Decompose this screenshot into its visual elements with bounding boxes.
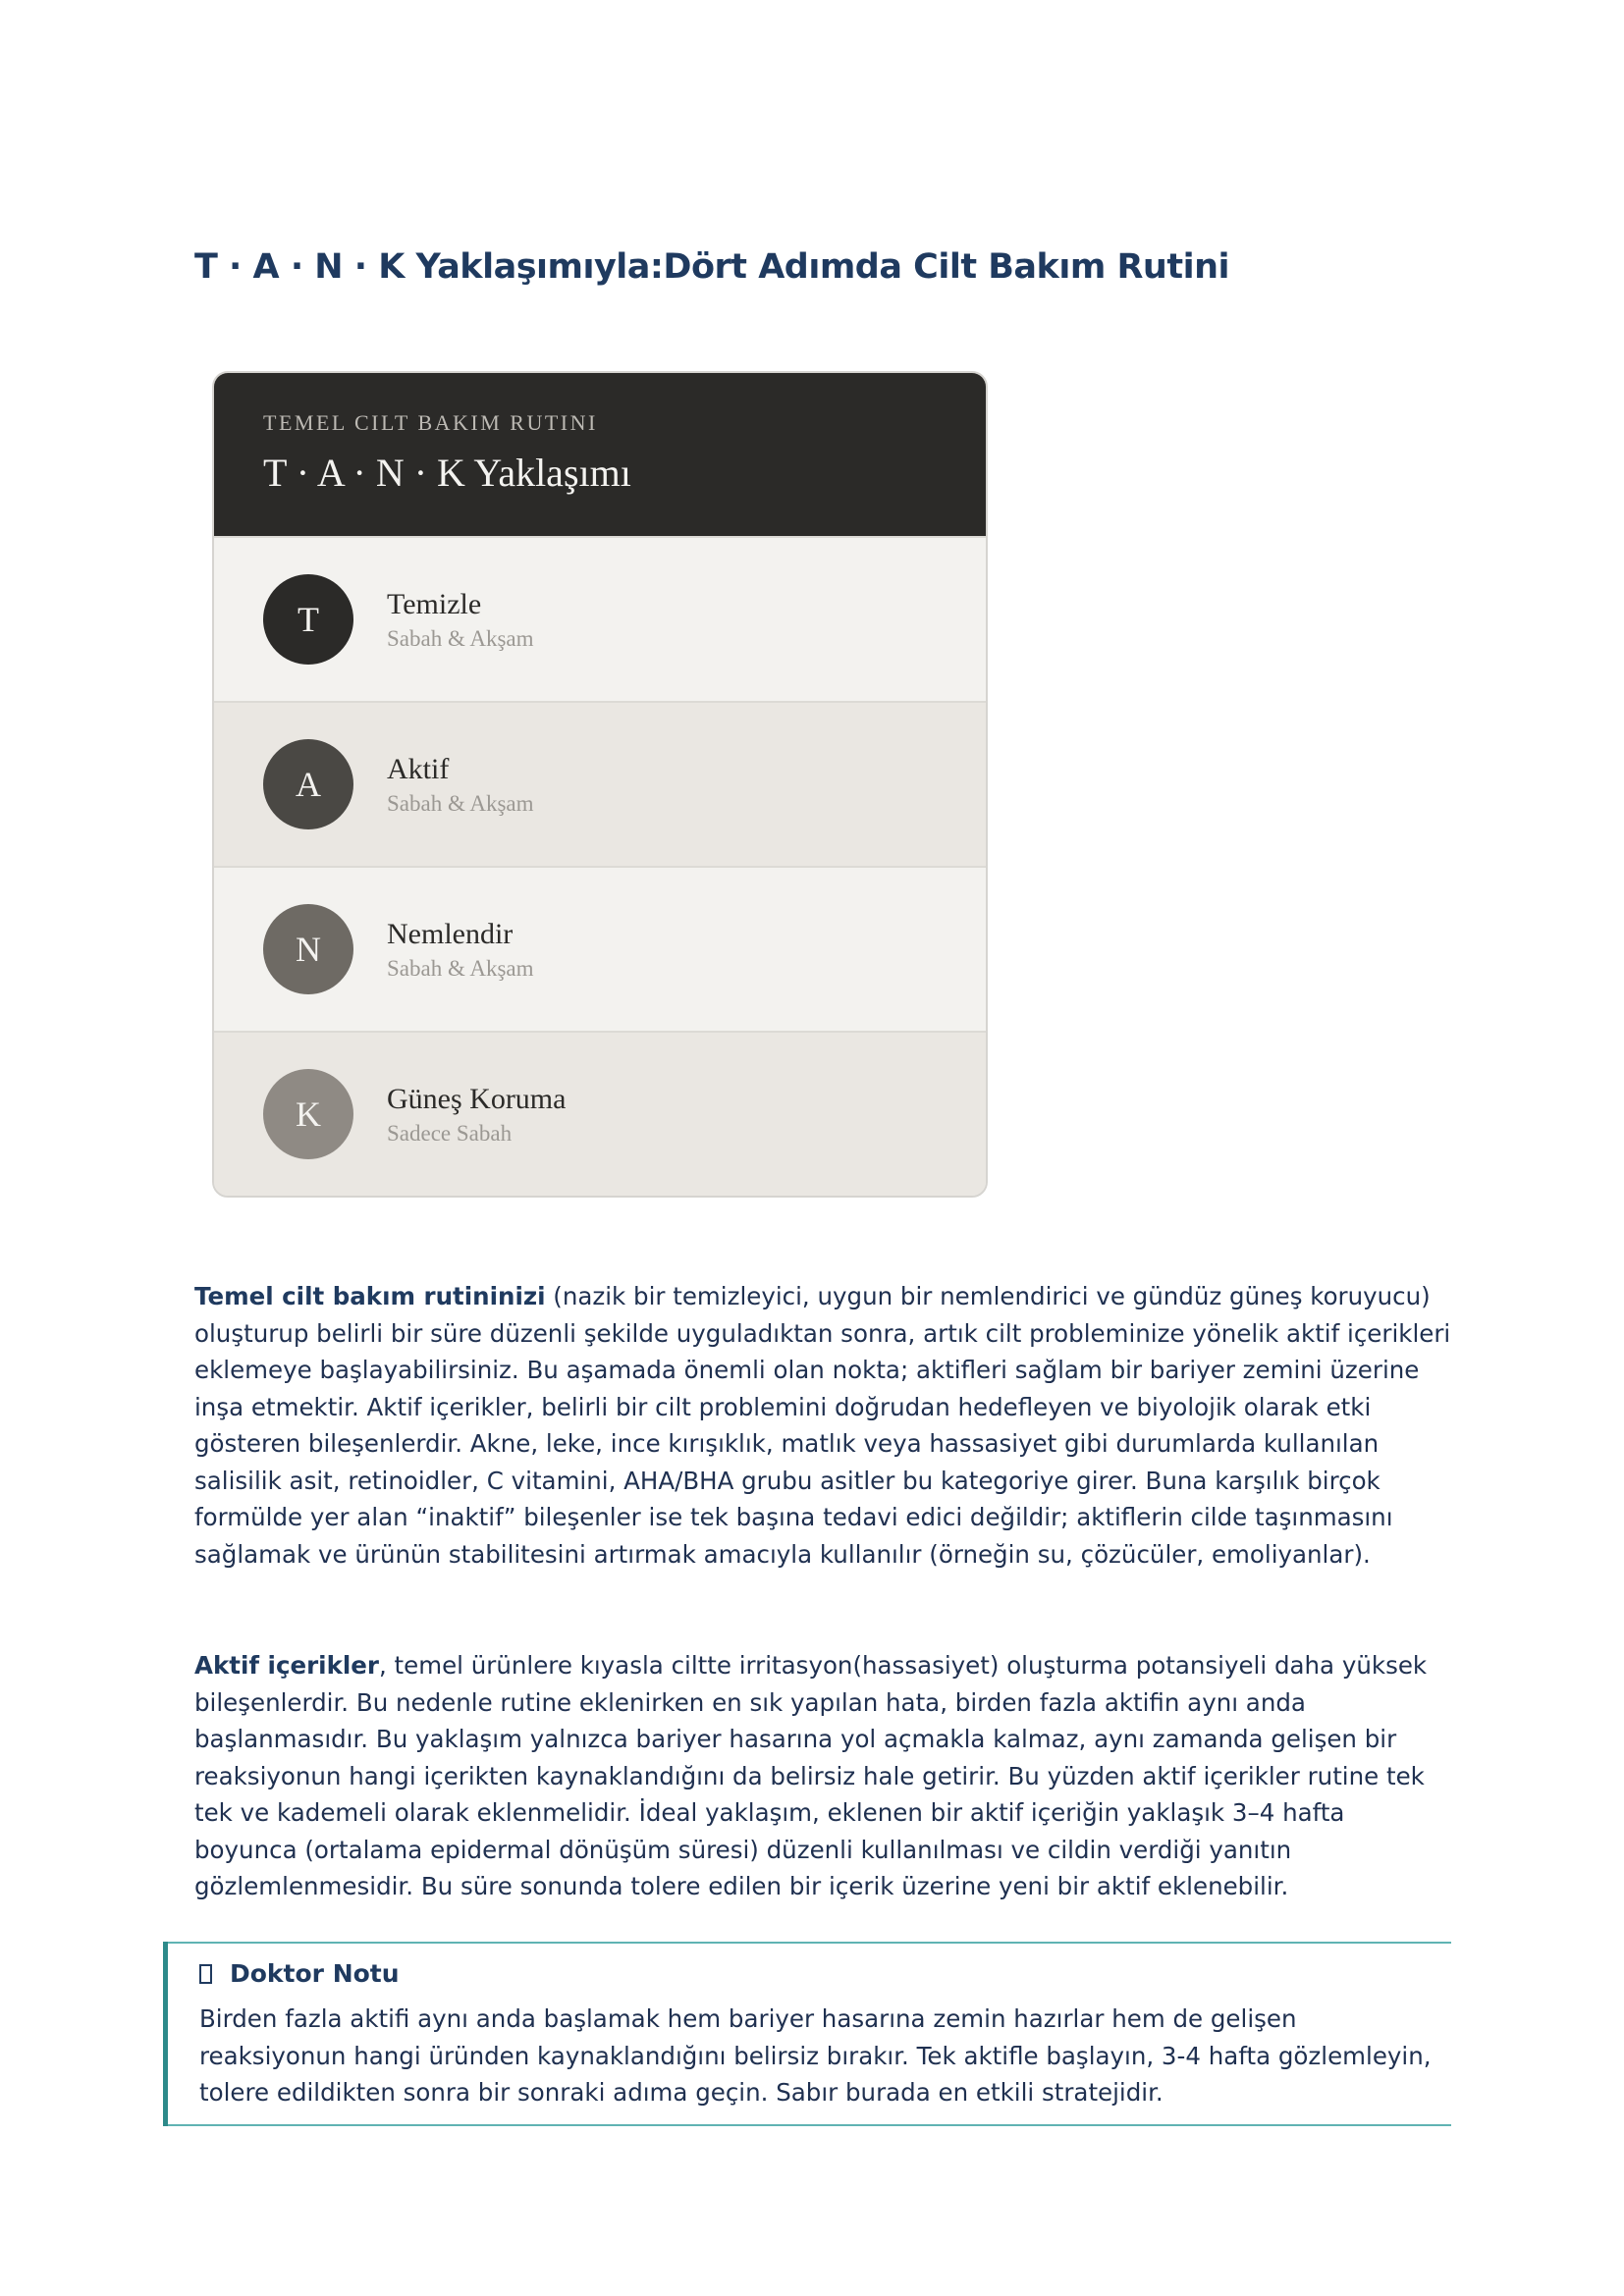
paragraph-text: , temel ürünlere kıyasla ciltte irritasyon(hassasiyet) oluşturma potansiyeli daha yüksek bileşenlerdir. Bu nedenle rutine eklenirken en sık yapılan hata, birden fazla aktifin aynı anda başlanmasıdır. Bu yaklaşım yalnızca bariyer hasarına yol açmakla kalmaz, aynı zamanda gelişen bir reaksiyonun hangi içerikten kaynaklandığını da belirsiz hale getirir. Bu yüzden aktif içerikler rutine tek tek ve kademeli olarak eklenmelidir. İdeal yaklaşım, eklenen bir aktif içeriğin yaklaşık 3–4 hafta boyunca (ortalama epidermal dönüşüm süresi) düzenli kullanılması ve cildin verdiği yanıtın gözlemlenmesidir. Bu süre sonunda tolere edilen bir içerik üzerine yeni bir aktif eklenebilir. [194, 1651, 1428, 1900]
step-text [387, 1083, 566, 1147]
note-title [199, 1959, 400, 1988]
tank-routine-card [212, 371, 988, 1198]
step-letter-circle: A [263, 739, 353, 829]
paragraph-basic-routine [194, 1278, 1451, 1573]
step-gunes-koruma [214, 1031, 986, 1196]
step-time: Sabah & Akşam [387, 790, 534, 816]
step-time: Sabah & Akşam [387, 955, 534, 981]
step-letter-circle: K [263, 1069, 353, 1159]
step-letter-circle: N [263, 904, 353, 994]
note-icon [199, 1964, 212, 1984]
note-body: Birden fazla aktifi aynı anda başlamak hem bariyer hasarına zemin hazırlar hem de gelişen reaksiyonun hangi üründen kaynaklandığını belirsiz bırakır. Tek aktifle başlayın, 3-4 hafta gözlemleyin, tolere edildikten sonra bir sonraki adıma geçin. Sabır burada en etkili stratejidir. [199, 2004, 1432, 2107]
step-name: Aktif [387, 752, 450, 785]
page-title: T · A · N · K Yaklaşımıyla:Dört Adımda Cilt Bakım Rutini [194, 247, 1229, 287]
step-letter-circle: T [263, 574, 353, 665]
step-time: Sabah & Akşam [387, 625, 534, 651]
note-bottom-border [168, 2124, 1451, 2126]
paragraph-active-ingredients [194, 1647, 1451, 1905]
card-heading: T · A · N · K Yaklaşımı [263, 451, 631, 495]
card-header [214, 373, 986, 536]
paragraph-text: (nazik bir temizleyici, uygun bir nemlendirici ve gündüz güneş koruyucu) oluşturup belirli bir süre düzenli şekilde uyguladıktan sonra, artık cilt probleminize yönelik aktif içerikleri eklemeye başlayabilirsiniz. Bu aşamada önemli olan nokta; aktifleri sağlam bir bariyer zemini üzerine inşa etmektir. Aktif içerikler, belirli bir cilt problemini doğrudan hedefleyen ve biyolojik olarak etki gösteren bileşenlerdir. Akne, leke, ince kırışıklık, matlık veya hassasiyet gibi durumlarda kullanılan salisilik asit, retinoidler, C vitamini, AHA/BHA grubu asitler bu kategoriye girer. Buna karşılık birçok formülde yer alan “inaktif” bileşenler ise tek başına tedavi edici değildir; aktiflerin cilde taşınmasını sağlamak ve ürünün stabilitesini artırmak amacıyla kullanılır (örneğin su, çözücüler, emoliyanlar). [194, 1282, 1451, 1569]
step-temizle [214, 536, 986, 701]
note-top-border [168, 1942, 1451, 1944]
step-nemlendir [214, 866, 986, 1031]
step-name: Temizle [387, 587, 482, 620]
step-aktif [214, 701, 986, 866]
step-name: Güneş Koruma [387, 1082, 567, 1115]
step-text [387, 918, 534, 982]
note-title-text: Doktor Notu [230, 1959, 400, 1988]
step-text [387, 753, 534, 817]
step-text [387, 588, 534, 652]
step-name: Nemlendir [387, 917, 514, 950]
paragraph-lead: Aktif içerikler [194, 1651, 379, 1680]
step-time: Sadece Sabah [387, 1120, 513, 1146]
paragraph-lead: Temel cilt bakım rutininizi [194, 1282, 546, 1310]
card-eyebrow: TEMEL CILT BAKIM RUTINI [263, 410, 598, 435]
doctor-note-callout [163, 1942, 1451, 2126]
